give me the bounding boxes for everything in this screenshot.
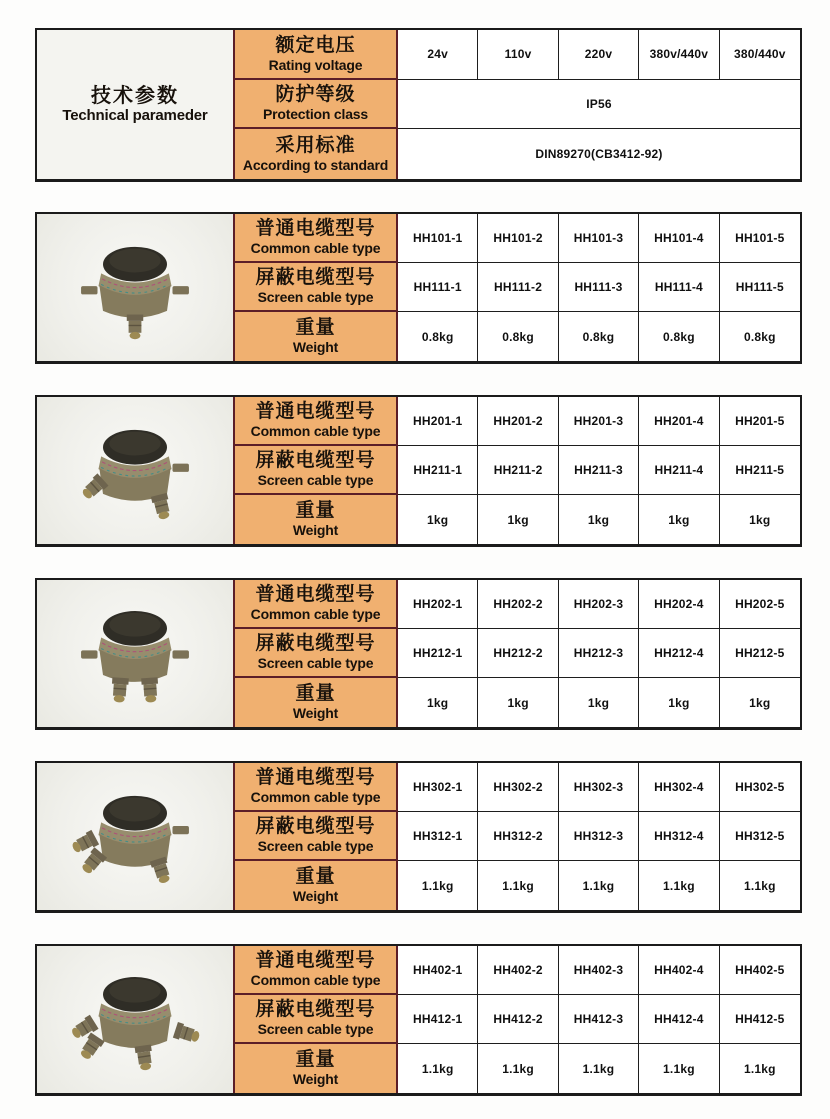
common-cable-label-cn: 普通电缆型号 — [255, 950, 376, 972]
junction-box-photo-two-glands-left-bottom — [47, 407, 223, 535]
voltage-value: 220v — [559, 30, 639, 80]
common-cable-type: HH101-5 — [720, 214, 800, 263]
screen-cable-type: HH111-3 — [559, 263, 639, 312]
voltage-value: 110v — [478, 30, 558, 80]
weight-value: 1kg — [749, 695, 771, 710]
weight-label-cn: 重量 — [295, 1049, 336, 1071]
common-cable-type: HH202-1 — [398, 580, 478, 629]
screen-cable-type: HH111-2 — [478, 263, 558, 312]
common-cable-label-en: Common cable type — [250, 423, 381, 440]
voltage-value: 24v — [398, 30, 478, 80]
common-cable-type: HH101-2 — [478, 214, 558, 263]
common-cable-type: HH201-4 — [639, 397, 719, 446]
weight-label-en: Weight — [292, 888, 339, 905]
row-label-screen-cable — [235, 263, 398, 312]
row-label-weight — [235, 678, 398, 727]
weight-value: 1.1kg — [639, 1044, 719, 1093]
weight-value: 1.1kg — [559, 861, 639, 910]
weight-value: 0.8kg — [478, 312, 558, 361]
weight-value: 1kg — [559, 678, 639, 727]
row-label-rating-voltage — [235, 30, 398, 80]
row-label-weight — [235, 495, 398, 544]
tech-title-cn: 技术参数 — [91, 85, 179, 108]
weight-value: 1kg — [398, 678, 478, 727]
product-table-hh201 — [35, 395, 802, 547]
weight-label-cn: 重量 — [295, 500, 336, 522]
screen-cable-type: HH312-3 — [559, 812, 639, 861]
weight-value: 0.8kg — [639, 312, 719, 361]
common-cable-type: HH402-3 — [559, 946, 639, 995]
common-cable-label-cn: 普通电缆型号 — [255, 767, 376, 789]
rating-voltage-label-cn: 额定电压 — [275, 34, 356, 56]
product-photo-cell — [37, 214, 235, 361]
screen-cable-type: HH312-5 — [720, 812, 800, 861]
screen-cable-type: HH212-4 — [639, 629, 719, 678]
common-cable-type: HH202-3 — [559, 580, 639, 629]
weight-value: 1kg — [639, 678, 719, 727]
weight-value: 0.8kg — [398, 312, 478, 361]
common-cable-label-en: Common cable type — [250, 240, 381, 257]
weight-value: 1kg — [559, 495, 639, 544]
common-cable-label-cn: 普通电缆型号 — [255, 218, 376, 240]
technical-parameters-table — [35, 28, 802, 182]
weight-value: 1kg — [478, 678, 558, 727]
screen-cable-type: HH111-5 — [720, 263, 800, 312]
screen-cable-type: HH211-4 — [639, 446, 719, 495]
protection-class-label-en: Protection class — [263, 106, 368, 123]
protection-class-label-cn: 防护等级 — [275, 84, 356, 106]
screen-cable-label-cn: 屏蔽电缆型号 — [255, 633, 376, 655]
weight-label-cn: 重量 — [295, 866, 336, 888]
row-label-weight — [235, 312, 398, 361]
weight-value: 1.1kg — [478, 861, 558, 910]
screen-cable-label-cn: 屏蔽电缆型号 — [255, 816, 376, 838]
screen-cable-label-en: Screen cable type — [257, 472, 374, 489]
common-cable-type: HH402-4 — [639, 946, 719, 995]
row-label-common-cable — [235, 763, 398, 812]
product-photo-cell — [37, 580, 235, 727]
screen-cable-type: HH312-4 — [639, 812, 719, 861]
weight-value: 1.1kg — [743, 878, 776, 893]
screen-cable-label-en: Screen cable type — [257, 1021, 374, 1038]
screen-cable-type: HH312-1 — [398, 812, 478, 861]
standard-label-cn: 采用标准 — [275, 135, 356, 157]
common-cable-type: HH201-2 — [478, 397, 558, 446]
common-cable-type: HH402-5 — [720, 946, 800, 995]
common-cable-label-en: Common cable type — [250, 789, 381, 806]
screen-cable-label-en: Screen cable type — [257, 838, 374, 855]
screen-cable-type: HH312-2 — [478, 812, 558, 861]
junction-box-photo-four-glands — [47, 956, 223, 1084]
weight-value: 1.1kg — [478, 1044, 558, 1093]
common-cable-type: HH202-2 — [478, 580, 558, 629]
weight-value: 1.1kg — [398, 1044, 478, 1093]
weight-value: 0.8kg — [743, 329, 776, 344]
row-label-screen-cable — [235, 629, 398, 678]
screen-cable-type: HH412-2 — [478, 995, 558, 1044]
product-table-hh402 — [35, 944, 802, 1096]
common-cable-type: HH302-1 — [398, 763, 478, 812]
screen-cable-type: HH212-2 — [478, 629, 558, 678]
screen-cable-type: HH211-5 — [720, 446, 800, 495]
common-cable-type: HH202-4 — [639, 580, 719, 629]
screen-cable-type: HH111-1 — [398, 263, 478, 312]
row-label-common-cable — [235, 214, 398, 263]
screen-cable-type: HH211-2 — [478, 446, 558, 495]
standard-label-en: According to standard — [242, 156, 389, 173]
weight-value: 1kg — [639, 495, 719, 544]
common-cable-label-en: Common cable type — [250, 606, 381, 623]
product-table-hh202 — [35, 578, 802, 730]
screen-cable-type: HH212-5 — [720, 629, 800, 678]
row-label-screen-cable — [235, 995, 398, 1044]
row-label-screen-cable — [235, 446, 398, 495]
row-label-common-cable — [235, 397, 398, 446]
tech-title-cell — [37, 30, 235, 179]
screen-cable-type: HH412-5 — [720, 995, 800, 1044]
common-cable-type: HH302-3 — [559, 763, 639, 812]
row-label-weight — [235, 1044, 398, 1093]
weight-value: 1.1kg — [743, 1061, 776, 1076]
weight-label-cn: 重量 — [295, 317, 336, 339]
row-label-common-cable — [235, 946, 398, 995]
junction-box-photo-one-gland — [47, 224, 223, 352]
junction-box-photo-two-bottom-glands — [47, 590, 223, 718]
weight-value: 1.1kg — [559, 1044, 639, 1093]
screen-cable-label-en: Screen cable type — [257, 655, 374, 672]
row-label-standard — [235, 129, 398, 179]
common-cable-type: HH101-3 — [559, 214, 639, 263]
product-photo-cell — [37, 397, 235, 544]
common-cable-type: HH402-1 — [398, 946, 478, 995]
common-cable-label-en: Common cable type — [250, 972, 381, 989]
weight-value: 1kg — [398, 495, 478, 544]
standard-value: DIN89270(CB3412-92) — [535, 147, 663, 162]
common-cable-type: HH202-5 — [720, 580, 800, 629]
junction-box-photo-three-glands — [47, 773, 223, 901]
common-cable-label-cn: 普通电缆型号 — [255, 401, 376, 423]
screen-cable-type: HH212-3 — [559, 629, 639, 678]
screen-cable-type: HH412-4 — [639, 995, 719, 1044]
common-cable-type: HH101-4 — [639, 214, 719, 263]
weight-value: 0.8kg — [559, 312, 639, 361]
weight-value: 1kg — [478, 495, 558, 544]
product-table-hh302 — [35, 761, 802, 913]
common-cable-type: HH201-5 — [720, 397, 800, 446]
weight-label-cn: 重量 — [295, 683, 336, 705]
common-cable-type: HH201-1 — [398, 397, 478, 446]
protection-class-value: IP56 — [398, 80, 800, 130]
screen-cable-label-en: Screen cable type — [257, 289, 374, 306]
weight-value: 1kg — [749, 512, 771, 527]
product-photo-cell — [37, 763, 235, 910]
common-cable-type: HH402-2 — [478, 946, 558, 995]
weight-value: 1.1kg — [639, 861, 719, 910]
weight-label-en: Weight — [292, 339, 339, 356]
screen-cable-type: HH212-1 — [398, 629, 478, 678]
product-table-hh101 — [35, 212, 802, 364]
row-label-common-cable — [235, 580, 398, 629]
screen-cable-type: HH211-1 — [398, 446, 478, 495]
screen-cable-label-cn: 屏蔽电缆型号 — [255, 450, 376, 472]
row-label-protection-class — [235, 80, 398, 130]
common-cable-type: HH302-5 — [720, 763, 800, 812]
screen-cable-type: HH211-3 — [559, 446, 639, 495]
weight-label-en: Weight — [292, 522, 339, 539]
screen-cable-label-cn: 屏蔽电缆型号 — [255, 267, 376, 289]
screen-cable-type: HH412-3 — [559, 995, 639, 1044]
common-cable-label-cn: 普通电缆型号 — [255, 584, 376, 606]
screen-cable-label-cn: 屏蔽电缆型号 — [255, 999, 376, 1021]
common-cable-type: HH302-4 — [639, 763, 719, 812]
weight-value: 1.1kg — [398, 861, 478, 910]
common-cable-type: HH201-3 — [559, 397, 639, 446]
weight-label-en: Weight — [292, 1071, 339, 1088]
weight-label-en: Weight — [292, 705, 339, 722]
screen-cable-type: HH111-4 — [639, 263, 719, 312]
voltage-value: 380/440v — [720, 30, 800, 80]
tech-title-en: Technical parameder — [62, 107, 208, 125]
row-label-screen-cable — [235, 812, 398, 861]
common-cable-type: HH302-2 — [478, 763, 558, 812]
voltage-value: 380v/440v — [639, 30, 719, 80]
rating-voltage-label-en: Rating voltage — [268, 56, 363, 73]
product-photo-cell — [37, 946, 235, 1093]
row-label-weight — [235, 861, 398, 910]
common-cable-type: HH101-1 — [398, 214, 478, 263]
screen-cable-type: HH412-1 — [398, 995, 478, 1044]
